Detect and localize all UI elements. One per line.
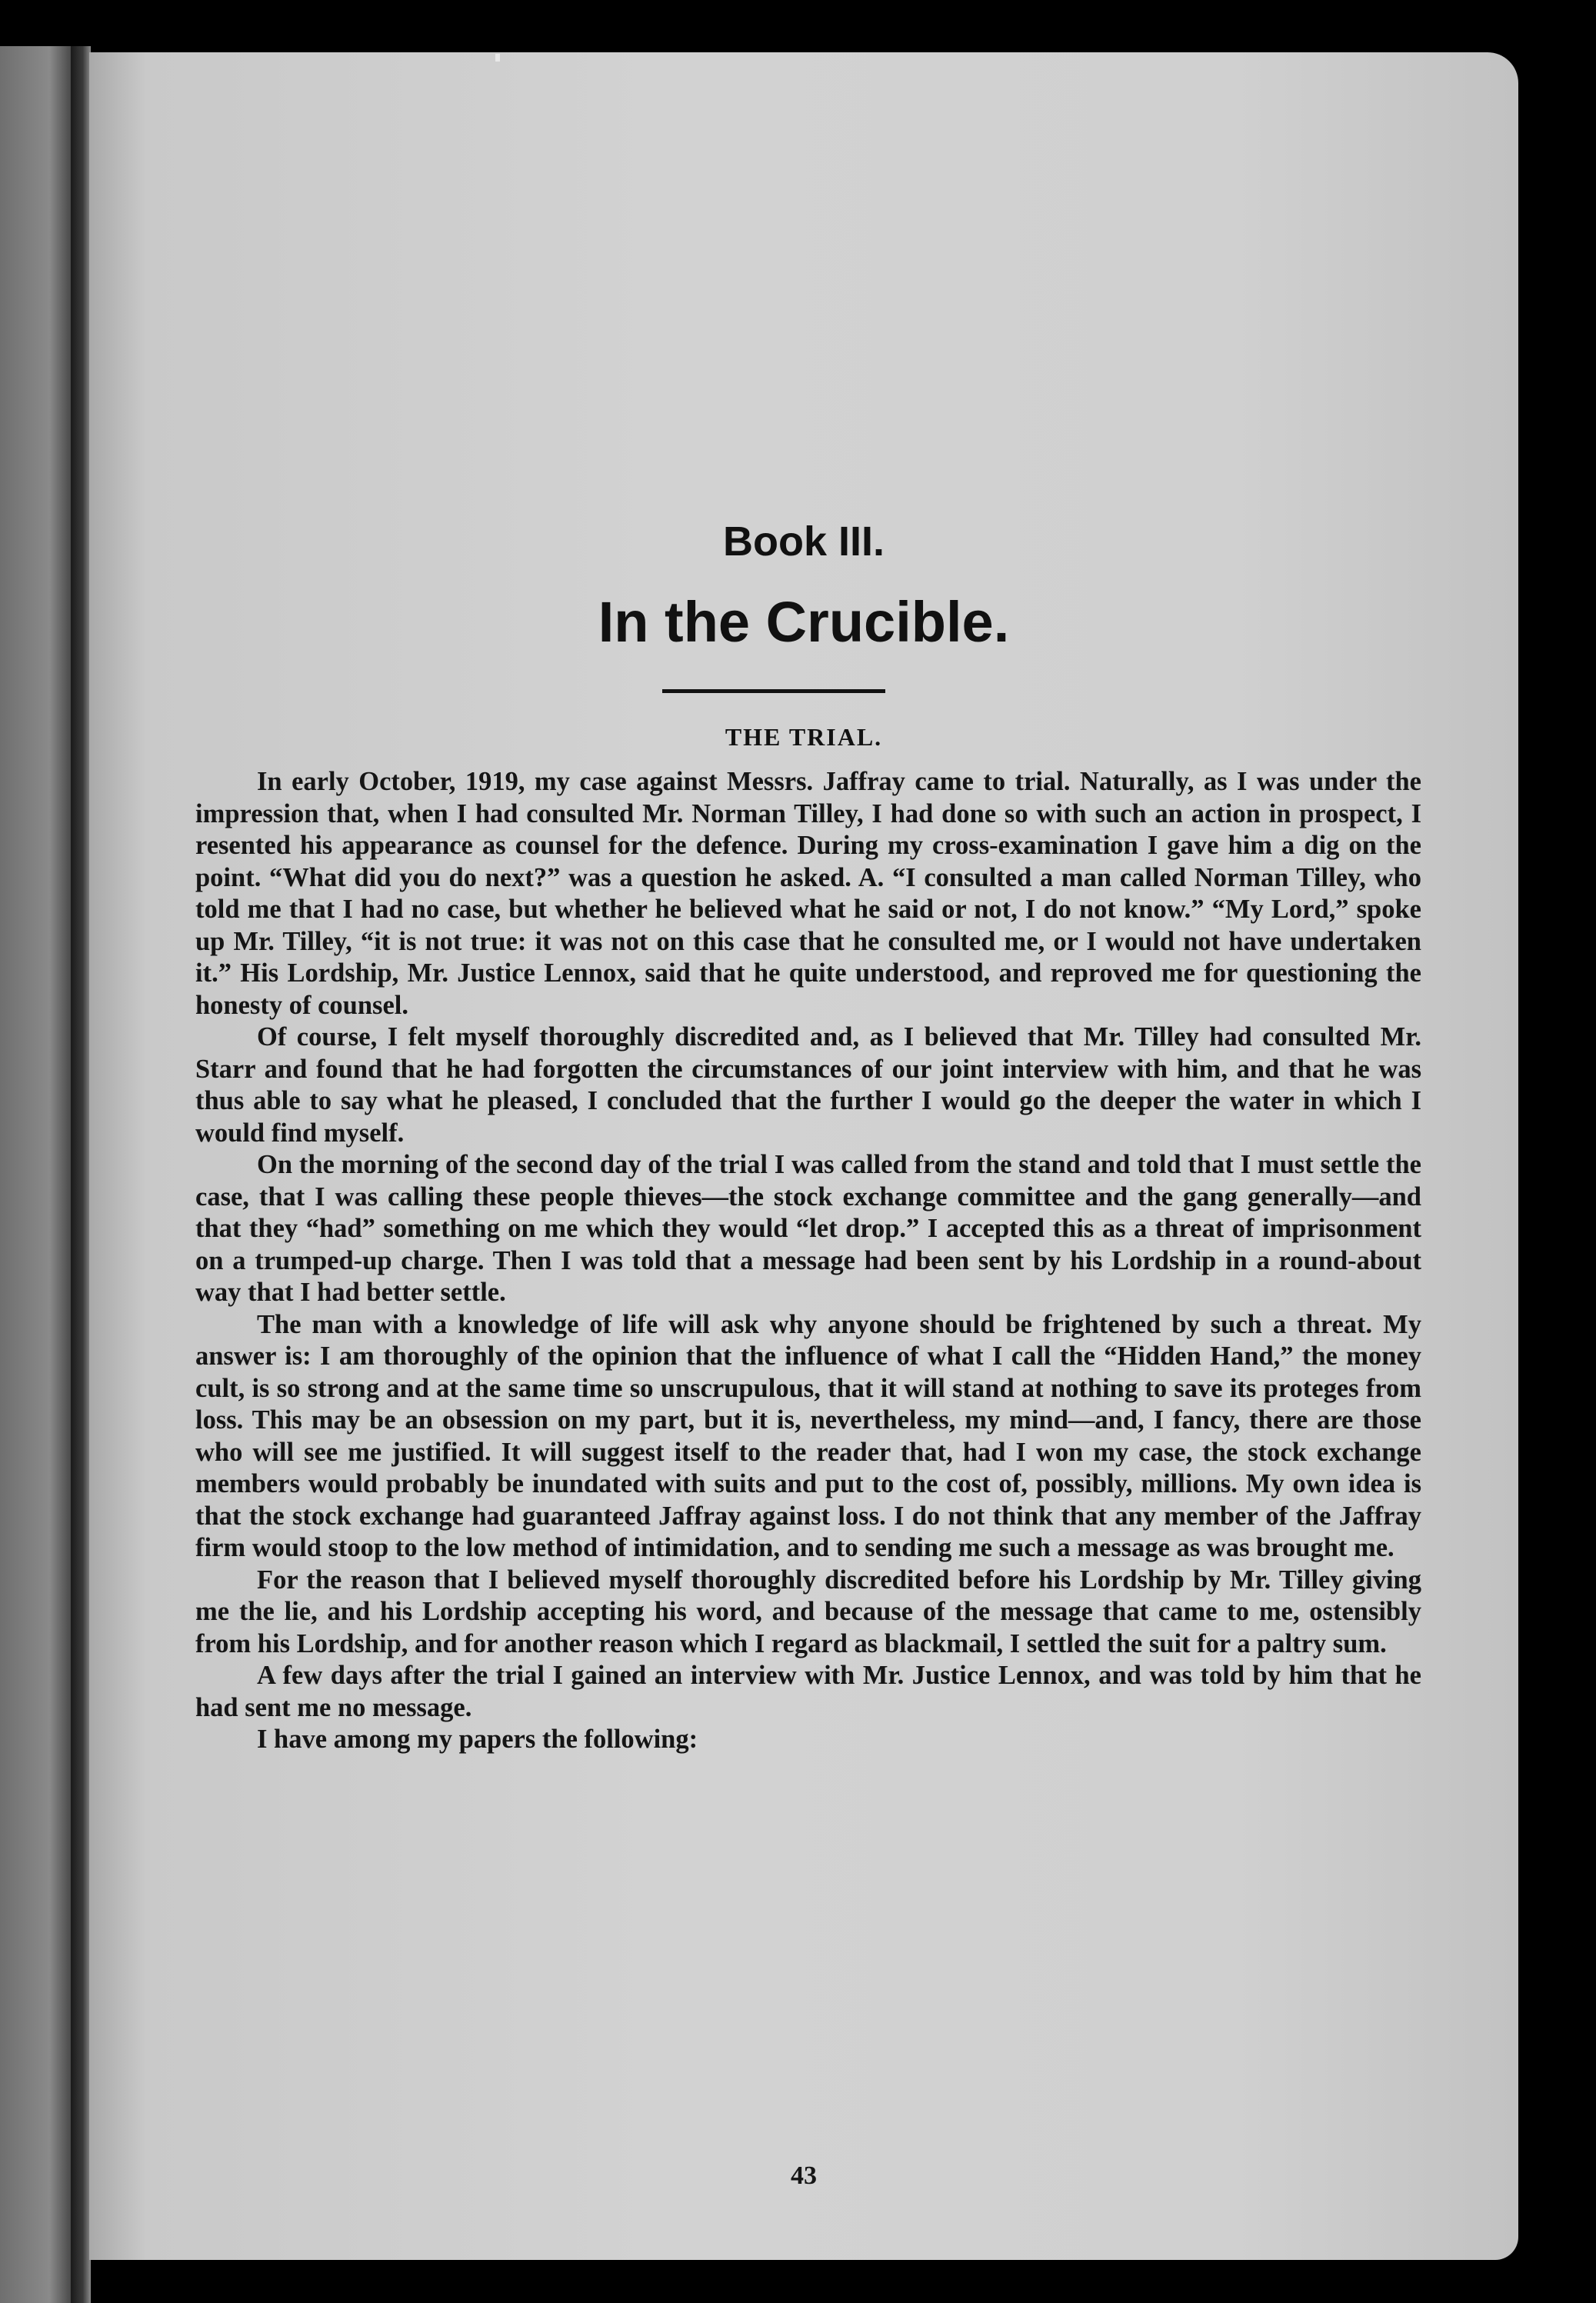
dust-speck bbox=[495, 54, 500, 62]
section-title: THE TRIAL. bbox=[725, 723, 883, 751]
book-number: Book III. bbox=[722, 518, 885, 565]
paragraph: I have among my papers the following: bbox=[257, 1725, 698, 1754]
paragraph: On the morning of the second day of the trial I was called from the stand and told that I must settle the case, that I was calling these people thieves—the stock exchange committee and the gang generally—and that they “had” something on me which they would “let drop.” I accepted this as a threat of imprisonment on a trumped-up charge. Then I was told that a message had been sent by his Lordship in a round-about way that I had better settle. bbox=[195, 1150, 1421, 1307]
body-text bbox=[195, 766, 1421, 1756]
left-facing-page bbox=[0, 46, 71, 2303]
paragraph: Of course, I felt myself thoroughly discredited and, as I believed that Mr. Tilley had consulted Mr. Starr and found that he had forgotten the circumstances of our joint interview with him, and that he was thus able to say what he pleased, I concluded that the further I would go the deeper the water in which I would find myself. bbox=[195, 1022, 1421, 1148]
book-gutter bbox=[71, 46, 91, 2303]
paragraph: A few days after the trial I gained an interview with Mr. Justice Lennox, and was told by him that he had sent me no message. bbox=[195, 1661, 1421, 1722]
paragraph: For the reason that I believed myself thoroughly discredited before his Lordship by Mr. Tilley giving me the lie, and his Lordship accepting his word, and because of the message that came to me, ostensibly from his Lordship, and for another reason which I regard as blackmail, I settled the suit for a paltry sum. bbox=[195, 1565, 1421, 1658]
paragraph: In early October, 1919, my case against Messrs. Jaffray came to trial. Naturally, as I was under the impression that, when I had consulted Mr. Norman Tilley, I had done so with such an action in prospect, I resented his appearance as counsel for the defence. During my cross-examination I gave him a dig on the point. “What did you do next?” was a question he asked. A. “I consulted a man called Norman Tilley, who told me that I had no case, but whether he believed what he said or not, I do not know.” “My Lord,” spoke up Mr. Tilley, “it is not true: it was not on this case that he consulted me, or I would not have undertaken it.” His Lordship, Mr. Justice Lennox, said that he quite understood, and reproved me for questioning the honesty of counsel. bbox=[195, 767, 1421, 1020]
paragraph: The man with a knowledge of life will ask why anyone should be frightened by such a threat. My answer is: I am thoroughly of the opinion that the influence of what I call the “Hidden Hand,” the money cult, is so strong and at the same time so unscrupulous, that it will stand at nothing to save its proteges from loss. This may be an obsession on my part, but it is, nevertheless, my mind—and, I fancy, there are those who will see me justified. It will suggest itself to the reader that, had I won my case, the stock exchange members would probably be inundated with suits and put to the cost of, possibly, millions. My own idea is that the stock exchange had guaranteed Jaffray against loss. I do not think that any member of the Jaffray firm would stoop to the low method of intimidation, and to sending me such a message as was brought me. bbox=[195, 1309, 1421, 1562]
book-page bbox=[89, 52, 1518, 2260]
book-title: In the Crucible. bbox=[598, 590, 1010, 654]
title-divider bbox=[662, 689, 885, 693]
page-number: 43 bbox=[791, 2161, 817, 2190]
